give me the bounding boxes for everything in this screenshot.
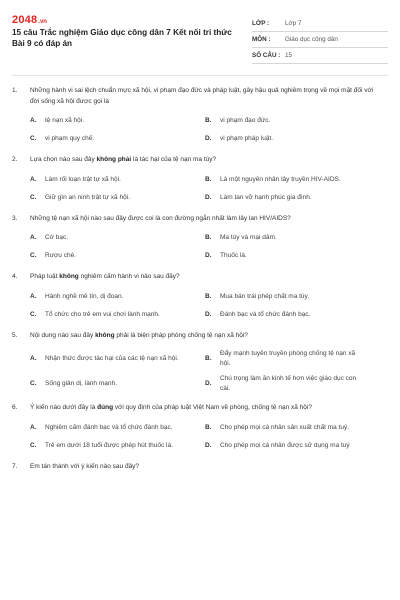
option-text: vi phạm đạo đức. [220, 117, 271, 125]
option-text: vi phạm pháp luật. [220, 135, 274, 143]
question-number: 6. [12, 404, 18, 411]
meta-label: SỐ CÂU : [252, 48, 285, 64]
logo-main-text: 2048 [12, 14, 38, 26]
answer-option[interactable] [30, 192, 205, 204]
question-stem [12, 331, 388, 342]
option-letter: A. [30, 117, 37, 125]
question-text-part: Những hành vi sai lệch chuẩn mực xã hội, vi phạm đạo đức và pháp luật, gây hậu quả nghiêm trọng về mọi mặt đối với đời sống xã hội được gọi là [30, 87, 374, 105]
meta-row-class [252, 16, 388, 32]
question-stem [12, 462, 388, 473]
question-text-part: Nội dung nào sau đây [30, 331, 96, 339]
option-text: vi phạm quy chế. [45, 135, 95, 143]
answer-options [30, 349, 388, 393]
option-text: Cho phép mọi cá nhân được sử dụng ma tuý [220, 441, 350, 449]
question-number: 5. [12, 331, 18, 339]
question-text-part: Ý kiến nào dưới đây là [30, 404, 98, 411]
option-text: Sống giản dị, lành mạnh. [45, 379, 117, 387]
option-text: Thuốc lá. [220, 252, 247, 260]
option-text: Làm rối loạn trật tự xã hội. [45, 175, 121, 183]
meta-row-subject [252, 32, 388, 48]
option-letter: B. [205, 423, 212, 431]
question-stem [12, 155, 388, 166]
option-letter: A. [30, 234, 37, 242]
option-letter: D. [205, 193, 212, 201]
meta-label: MÔN : [252, 32, 285, 48]
answer-options [30, 422, 388, 452]
option-text: Cho phép mọi cá nhân sản xuất chất ma tuý. [220, 423, 349, 431]
question-text [30, 272, 388, 283]
answer-option[interactable] [30, 133, 205, 145]
option-letter: A. [30, 175, 37, 183]
answer-option[interactable] [30, 349, 205, 368]
answer-option[interactable] [205, 250, 375, 262]
question-item [12, 272, 388, 321]
document-header [12, 14, 388, 68]
answer-option[interactable] [30, 174, 205, 186]
answer-option[interactable] [205, 422, 375, 434]
answer-option[interactable] [30, 115, 205, 127]
option-text: Nhận thức được tác hại của các tệ nạn xã hội. [45, 354, 179, 362]
answer-option[interactable] [30, 291, 205, 303]
option-text: tệ nạn xã hội. [45, 117, 85, 125]
question-text-part: Em tán thành với ý kiến nào sau đây? [30, 462, 140, 470]
answer-option[interactable] [205, 232, 375, 244]
question-text [30, 214, 388, 225]
site-logo[interactable] [12, 14, 240, 26]
question-item [12, 403, 388, 452]
question-emphasis: đúng [97, 404, 114, 411]
question-emphasis: không phải [96, 156, 132, 163]
meta-row-count [252, 48, 388, 64]
option-text: Đánh bạc và tổ chức đánh bạc. [220, 310, 311, 318]
option-text: Rượu chè. [45, 252, 77, 260]
option-text: Chú trọng làm ăn kinh tế hơn việc giáo dục con cái. [220, 375, 357, 392]
answer-option[interactable] [30, 422, 205, 434]
question-text [30, 403, 388, 414]
question-emphasis: không [59, 273, 79, 280]
option-letter: A. [30, 292, 37, 300]
question-text [30, 155, 388, 166]
option-letter: C. [30, 441, 37, 449]
question-item [12, 462, 388, 473]
answer-option[interactable] [205, 291, 375, 303]
question-stem [12, 86, 388, 107]
answer-option[interactable] [205, 133, 375, 145]
question-number: 3. [12, 214, 18, 222]
question-text [30, 86, 388, 107]
header-divider [12, 75, 388, 76]
option-text: Hành nghề mê tín, dị đoan. [45, 292, 124, 300]
option-letter: B. [205, 234, 212, 242]
question-stem [12, 214, 388, 225]
answer-option[interactable] [205, 374, 375, 393]
answer-option[interactable] [30, 374, 205, 393]
option-letter: D. [205, 252, 212, 260]
question-stem [12, 272, 388, 283]
option-letter: D. [205, 135, 212, 143]
option-text: Nghiêm cấm đánh bạc và tổ chức đánh bạc. [45, 423, 173, 431]
question-text [30, 331, 388, 342]
answer-option[interactable] [30, 232, 205, 244]
option-text: Làm tan vỡ hạnh phúc gia đình. [220, 193, 312, 201]
question-item [12, 214, 388, 263]
answer-option[interactable] [205, 309, 375, 321]
option-text: Ma túy và mại dâm. [220, 234, 277, 242]
option-letter: B. [205, 175, 212, 183]
option-letter: D. [205, 310, 212, 318]
question-item [12, 86, 388, 145]
option-text: Trẻ em dưới 18 tuổi được phép hút thuốc lá. [45, 441, 173, 449]
answer-options [30, 232, 388, 262]
question-item [12, 331, 388, 394]
option-text: Tổ chức cho trẻ em vui chơi lành mạnh. [45, 310, 160, 318]
option-letter: C. [30, 252, 37, 260]
meta-value: Giáo dục công dân [285, 32, 388, 48]
answer-option[interactable] [205, 349, 375, 368]
answer-option[interactable] [205, 192, 375, 204]
question-text-part: phải là biện pháp phòng chống tệ nạn xã hội? [114, 331, 248, 339]
answer-options [30, 174, 388, 204]
option-letter: C. [30, 310, 37, 318]
option-text: Đẩy mạnh tuyên truyền phòng chống tệ nạn xã hội. [220, 350, 356, 367]
question-text-part: với quy định của pháp luật Việt Nam về phòng, chống tệ nạn xã hội? [113, 404, 312, 411]
meta-value: 15 [285, 48, 388, 64]
header-left [12, 14, 240, 49]
document-title: 15 câu Trắc nghiệm Giáo dục công dân 7 Kết nối tri thức Bài 9 có đáp án [12, 28, 232, 48]
option-letter: C. [30, 135, 37, 143]
answer-options [30, 291, 388, 321]
question-text-part: Pháp luật [30, 273, 60, 280]
answer-option[interactable] [30, 440, 205, 452]
question-number: 2. [12, 156, 18, 163]
option-letter: A. [30, 423, 37, 431]
answer-option[interactable] [30, 309, 205, 321]
answer-options [30, 115, 388, 145]
answer-option[interactable] [205, 440, 375, 452]
option-letter: C. [30, 379, 37, 387]
option-letter: C. [30, 193, 37, 201]
meta-label: LỚP : [252, 16, 285, 32]
logo-domain-text: .vn [38, 19, 47, 25]
answer-option[interactable] [205, 115, 375, 127]
option-text: Mua bán trái phép chất ma túy. [220, 292, 310, 300]
question-text-part: nghiêm cấm hành vi nào sau đây? [78, 273, 180, 280]
question-text-part: là tác hại của tệ nạn ma túy? [131, 156, 217, 163]
answer-option[interactable] [205, 174, 375, 186]
option-letter: B. [205, 117, 212, 125]
question-text-part: Lựa chọn nào sau đây [30, 156, 97, 163]
question-emphasis: không [95, 331, 115, 339]
question-number: 7. [12, 462, 18, 470]
question-list [12, 86, 388, 472]
option-letter: A. [30, 354, 37, 362]
option-letter: B. [205, 292, 212, 300]
option-text: Cờ bạc. [45, 234, 69, 242]
meta-table [252, 16, 388, 64]
option-letter: D. [205, 379, 212, 387]
option-text: Là một nguyên nhân lây truyền HIV-AIDS. [220, 175, 341, 183]
question-number: 4. [12, 273, 18, 280]
option-letter: D. [205, 441, 212, 449]
question-text [30, 462, 388, 473]
option-text: Giữ gìn an ninh trật tự xã hội. [45, 193, 130, 201]
answer-option[interactable] [30, 250, 205, 262]
meta-value: Lớp 7 [285, 16, 388, 32]
option-letter: B. [205, 354, 212, 362]
question-text-part: Những tệ nạn xã hội nào sau đây được coi là con đường ngắn nhất làm lây lan HIV/AIDS? [30, 214, 291, 222]
question-stem [12, 403, 388, 414]
question-number: 1. [12, 87, 18, 94]
question-item [12, 155, 388, 204]
